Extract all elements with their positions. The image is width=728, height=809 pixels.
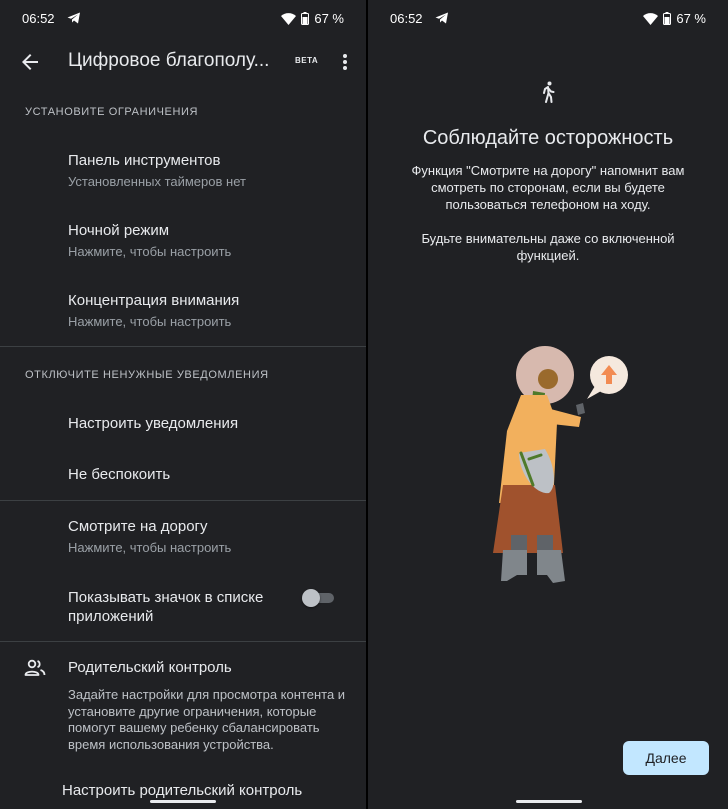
item-subtitle: Нажмите, чтобы настроить xyxy=(68,540,232,555)
wifi-icon xyxy=(281,13,296,25)
battery-icon xyxy=(663,12,671,25)
description-text: Функция "Смотрите на дорогу" напомнит вам смотреть по сторонам, если вы будете пользоваться телефоном на ходу. xyxy=(411,163,685,212)
more-vert-icon[interactable] xyxy=(336,50,354,74)
divider xyxy=(0,346,366,347)
status-icons xyxy=(281,11,344,26)
status-time: 06:52 xyxy=(22,11,55,26)
wifi-icon xyxy=(643,13,658,25)
item-title-line1: Показывать значок в списке xyxy=(68,589,264,606)
telegram-icon xyxy=(435,12,449,24)
gesture-nav-bar xyxy=(150,800,216,803)
battery-percent: 67 % xyxy=(676,11,706,26)
warning-text: Будьте внимательны даже со включенной функцией. xyxy=(421,231,675,263)
page-title: Соблюдайте осторожность xyxy=(422,127,674,149)
item-title: Родительский контроль xyxy=(68,659,232,676)
item-title: Смотрите на дорогу xyxy=(68,518,208,535)
item-subtitle: Нажмите, чтобы настроить xyxy=(68,314,232,329)
parental-description: Задайте настройки для просмотра контента и установите другие ограничения, которые помогут вашему ребенку сбалансировать время использования устройства. xyxy=(68,687,346,752)
divider xyxy=(0,641,366,642)
battery-percent: 67 % xyxy=(314,11,344,26)
status-time: 06:52 xyxy=(390,11,423,26)
show-icon-toggle[interactable] xyxy=(302,589,334,607)
battery-icon xyxy=(301,12,309,25)
divider xyxy=(0,500,366,501)
telegram-icon xyxy=(67,12,81,24)
item-title-line2: приложений xyxy=(68,608,154,625)
toggle-thumb xyxy=(302,589,320,607)
back-arrow-icon[interactable] xyxy=(18,50,42,74)
next-button[interactable]: Далее xyxy=(623,741,709,775)
app-bar xyxy=(0,36,366,88)
section-header-limits: УСТАНОВИТЕ ОГРАНИЧЕНИЯ xyxy=(25,106,199,118)
family-icon xyxy=(24,659,46,677)
beta-badge: BETA xyxy=(295,56,319,65)
gesture-nav-bar xyxy=(516,800,582,803)
status-icons xyxy=(643,11,706,26)
heads-up-intro-screen xyxy=(368,0,728,809)
page-title: Цифровое благополу... xyxy=(68,50,270,71)
item-title: Не беспокоить xyxy=(68,466,171,483)
woman-walking-with-phone-illustration xyxy=(463,335,633,590)
setup-parental-controls-link[interactable]: Настроить родительский контроль xyxy=(62,782,303,799)
item-title: Настроить уведомления xyxy=(68,415,239,432)
status-bar xyxy=(368,0,728,36)
item-title: Панель инструментов xyxy=(68,152,221,169)
item-title: Концентрация внимания xyxy=(68,292,240,309)
item-title: Ночной режим xyxy=(68,222,170,239)
walking-person-icon xyxy=(541,81,557,103)
section-header-notifications: ОТКЛЮЧИТЕ НЕНУЖНЫЕ УВЕДОМЛЕНИЯ xyxy=(25,369,269,381)
status-bar xyxy=(0,0,366,36)
item-subtitle: Нажмите, чтобы настроить xyxy=(68,244,232,259)
item-subtitle: Установленных таймеров нет xyxy=(68,174,246,189)
